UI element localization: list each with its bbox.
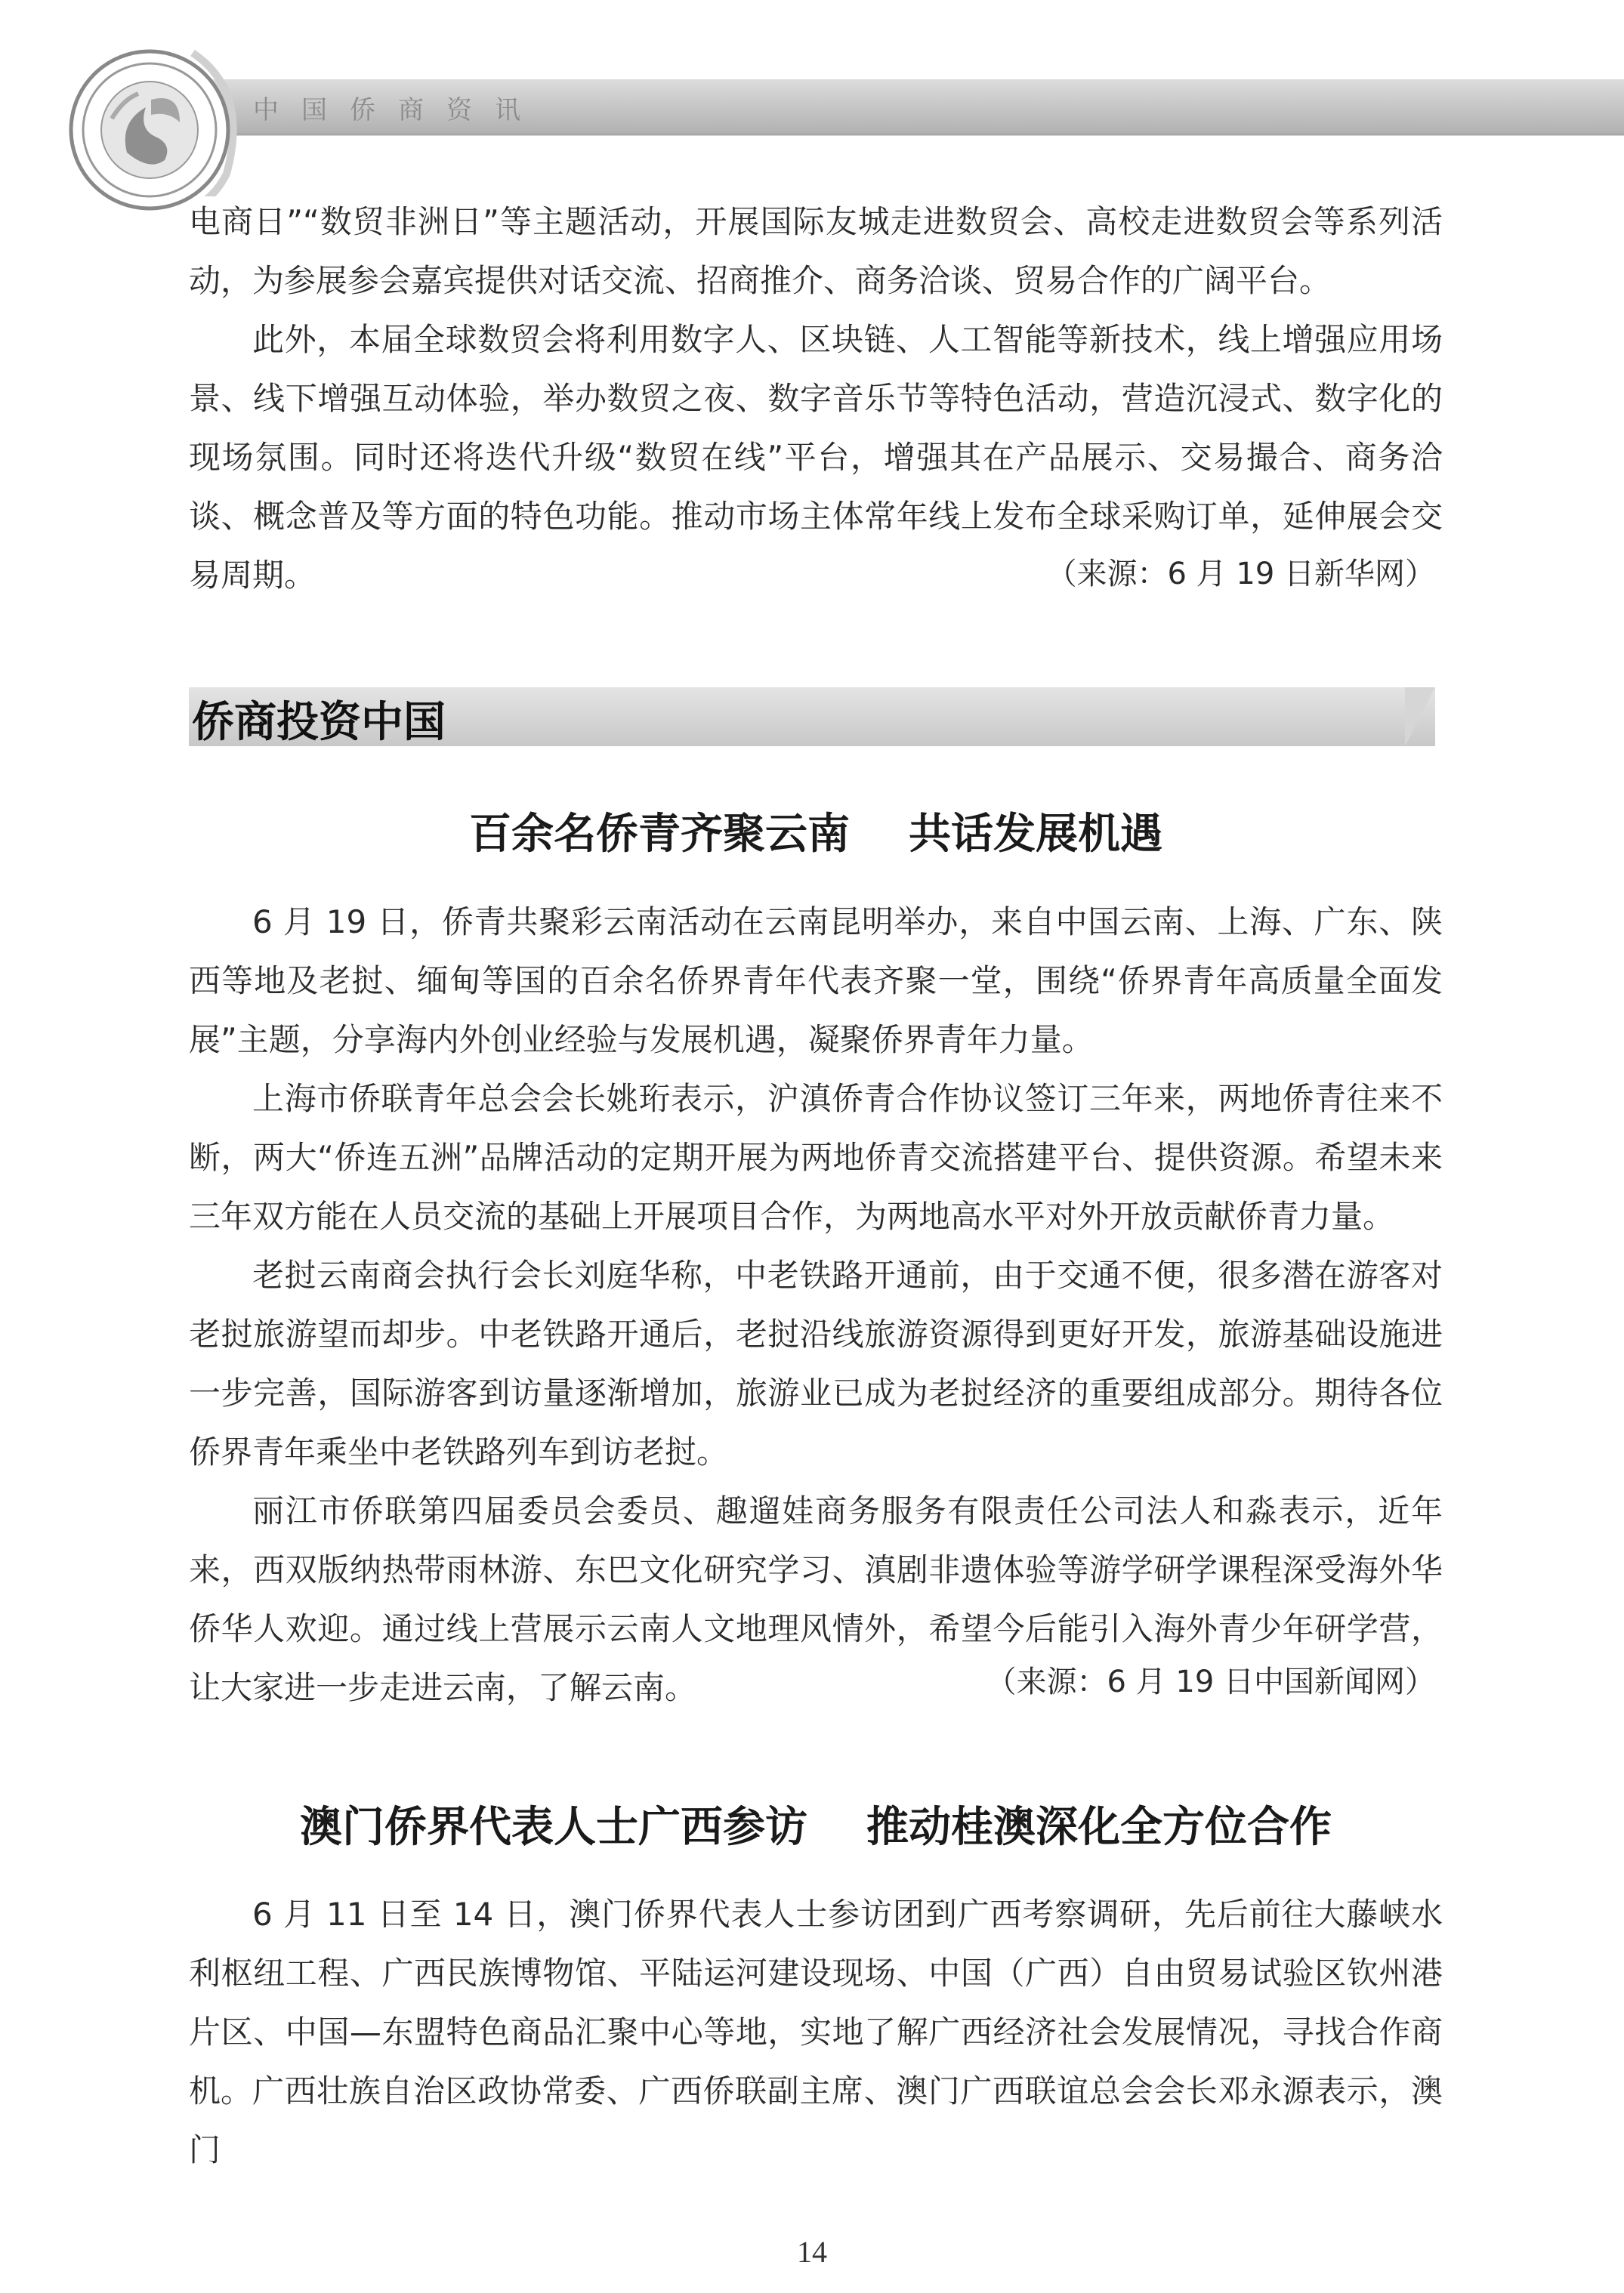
source-citation: （来源：6 月 19 日新华网） <box>1046 557 1435 591</box>
paragraph: 6 月 11 日至 14 日，澳门侨界代表人士参访团到广西考察调研，先后前往大藤峡水利枢纽工程、广西民族博物馆、平陆运河建设现场、中国（广西）自由贸易试验区钦州港片区、中国—东盟特色商品汇聚中心等地，实地了解广西经济社会发展情况，寻找合作商机。 <box>189 1896 1443 2109</box>
page-number: 14 <box>797 2235 827 2269</box>
article-title: 百余名侨青齐聚云南 共话发展机遇 <box>469 810 1162 859</box>
section-header-tip <box>1405 687 1435 746</box>
publication-title: 中国侨商资讯 <box>253 95 543 125</box>
paragraph: 此外，本届全球数贸会将利用数字人、区块链、人工智能等新技术，线上增强应用场景、线下增强互动体验，举办数贸之夜、数字音乐节等特色活动，营造沉浸式、数字化的现场氛围。同时还将迭代升级“数贸在线”平台，增强其在产品展示、交易撮合、商务洽谈、概念普及等方面的特色功能。推动市场主体常年线上发布全球采购订单，延伸展会交易周期。 <box>189 321 1443 594</box>
logo-emblem <box>66 47 233 213</box>
section-title: 侨商投资中国 <box>192 697 446 747</box>
paragraph: 丽江市侨联第四届委员会委员、趣遛娃商务服务有限责任公司法人和淼表示，近年来，西双版纳热带雨林游、东巴文化研究学习、滇剧非遗体验等游学研学课程深受海外华侨华人欢迎。通过线上营展示云南人文地理风情外，希望今后能引入海外青少年研学营，让大家进一步走进云南，了解云南。 <box>189 1492 1443 1706</box>
paragraph: 电商日”“数贸非洲日”等主题活动，开展国际友城走进数贸会、高校走进数贸会等系列活动，为参展参会嘉宾提供对话交流、招商推介、商务洽谈、贸易合作的广阔平台。 <box>189 203 1443 299</box>
paragraph: 上海市侨联青年总会会长姚珩表示，沪滇侨青合作协议签订三年来，两地侨青往来不断，两大“侨连五洲”品牌活动的定期开展为两地侨青交流搭建平台、提供资源。希望未来三年双方能在人员交流的基础上开展项目合作，为两地高水平对外开放贡献侨青力量。 <box>189 1080 1443 1235</box>
source-citation: （来源：6 月 19 日中国新闻网） <box>986 1665 1435 1699</box>
paragraph: 老挝云南商会执行会长刘庭华称，中老铁路开通前，由于交通不便，很多潜在游客对老挝旅游望而却步。中老铁路开通后，老挝沿线旅游资源得到更好开发，旅游基础设施进一步完善，国际游客到访量逐渐增加，旅游业已成为老挝经济的重要组成部分。期待各位侨界青年乘坐中老铁路列车到访老挝。 <box>189 1257 1443 1471</box>
article-title: 澳门侨界代表人士广西参访 推动桂澳深化全方位合作 <box>300 1803 1332 1852</box>
header-decoration <box>0 0 1624 196</box>
paragraph: 6 月 19 日，侨青共聚彩云南活动在云南昆明举办，来自中国云南、上海、广东、陕西等地及老挝、缅甸等国的百余名侨界青年代表齐聚一堂，围绕“侨界青年高质量全面发展”主题，分享海内外创业经验与发展机遇，凝聚侨界青年力量。 <box>189 903 1443 1058</box>
paragraph: 广西壮族自治区政协常委、广西侨联副主席、澳门广西联谊总会会长邓永源表示，澳门 <box>189 2072 1443 2168</box>
